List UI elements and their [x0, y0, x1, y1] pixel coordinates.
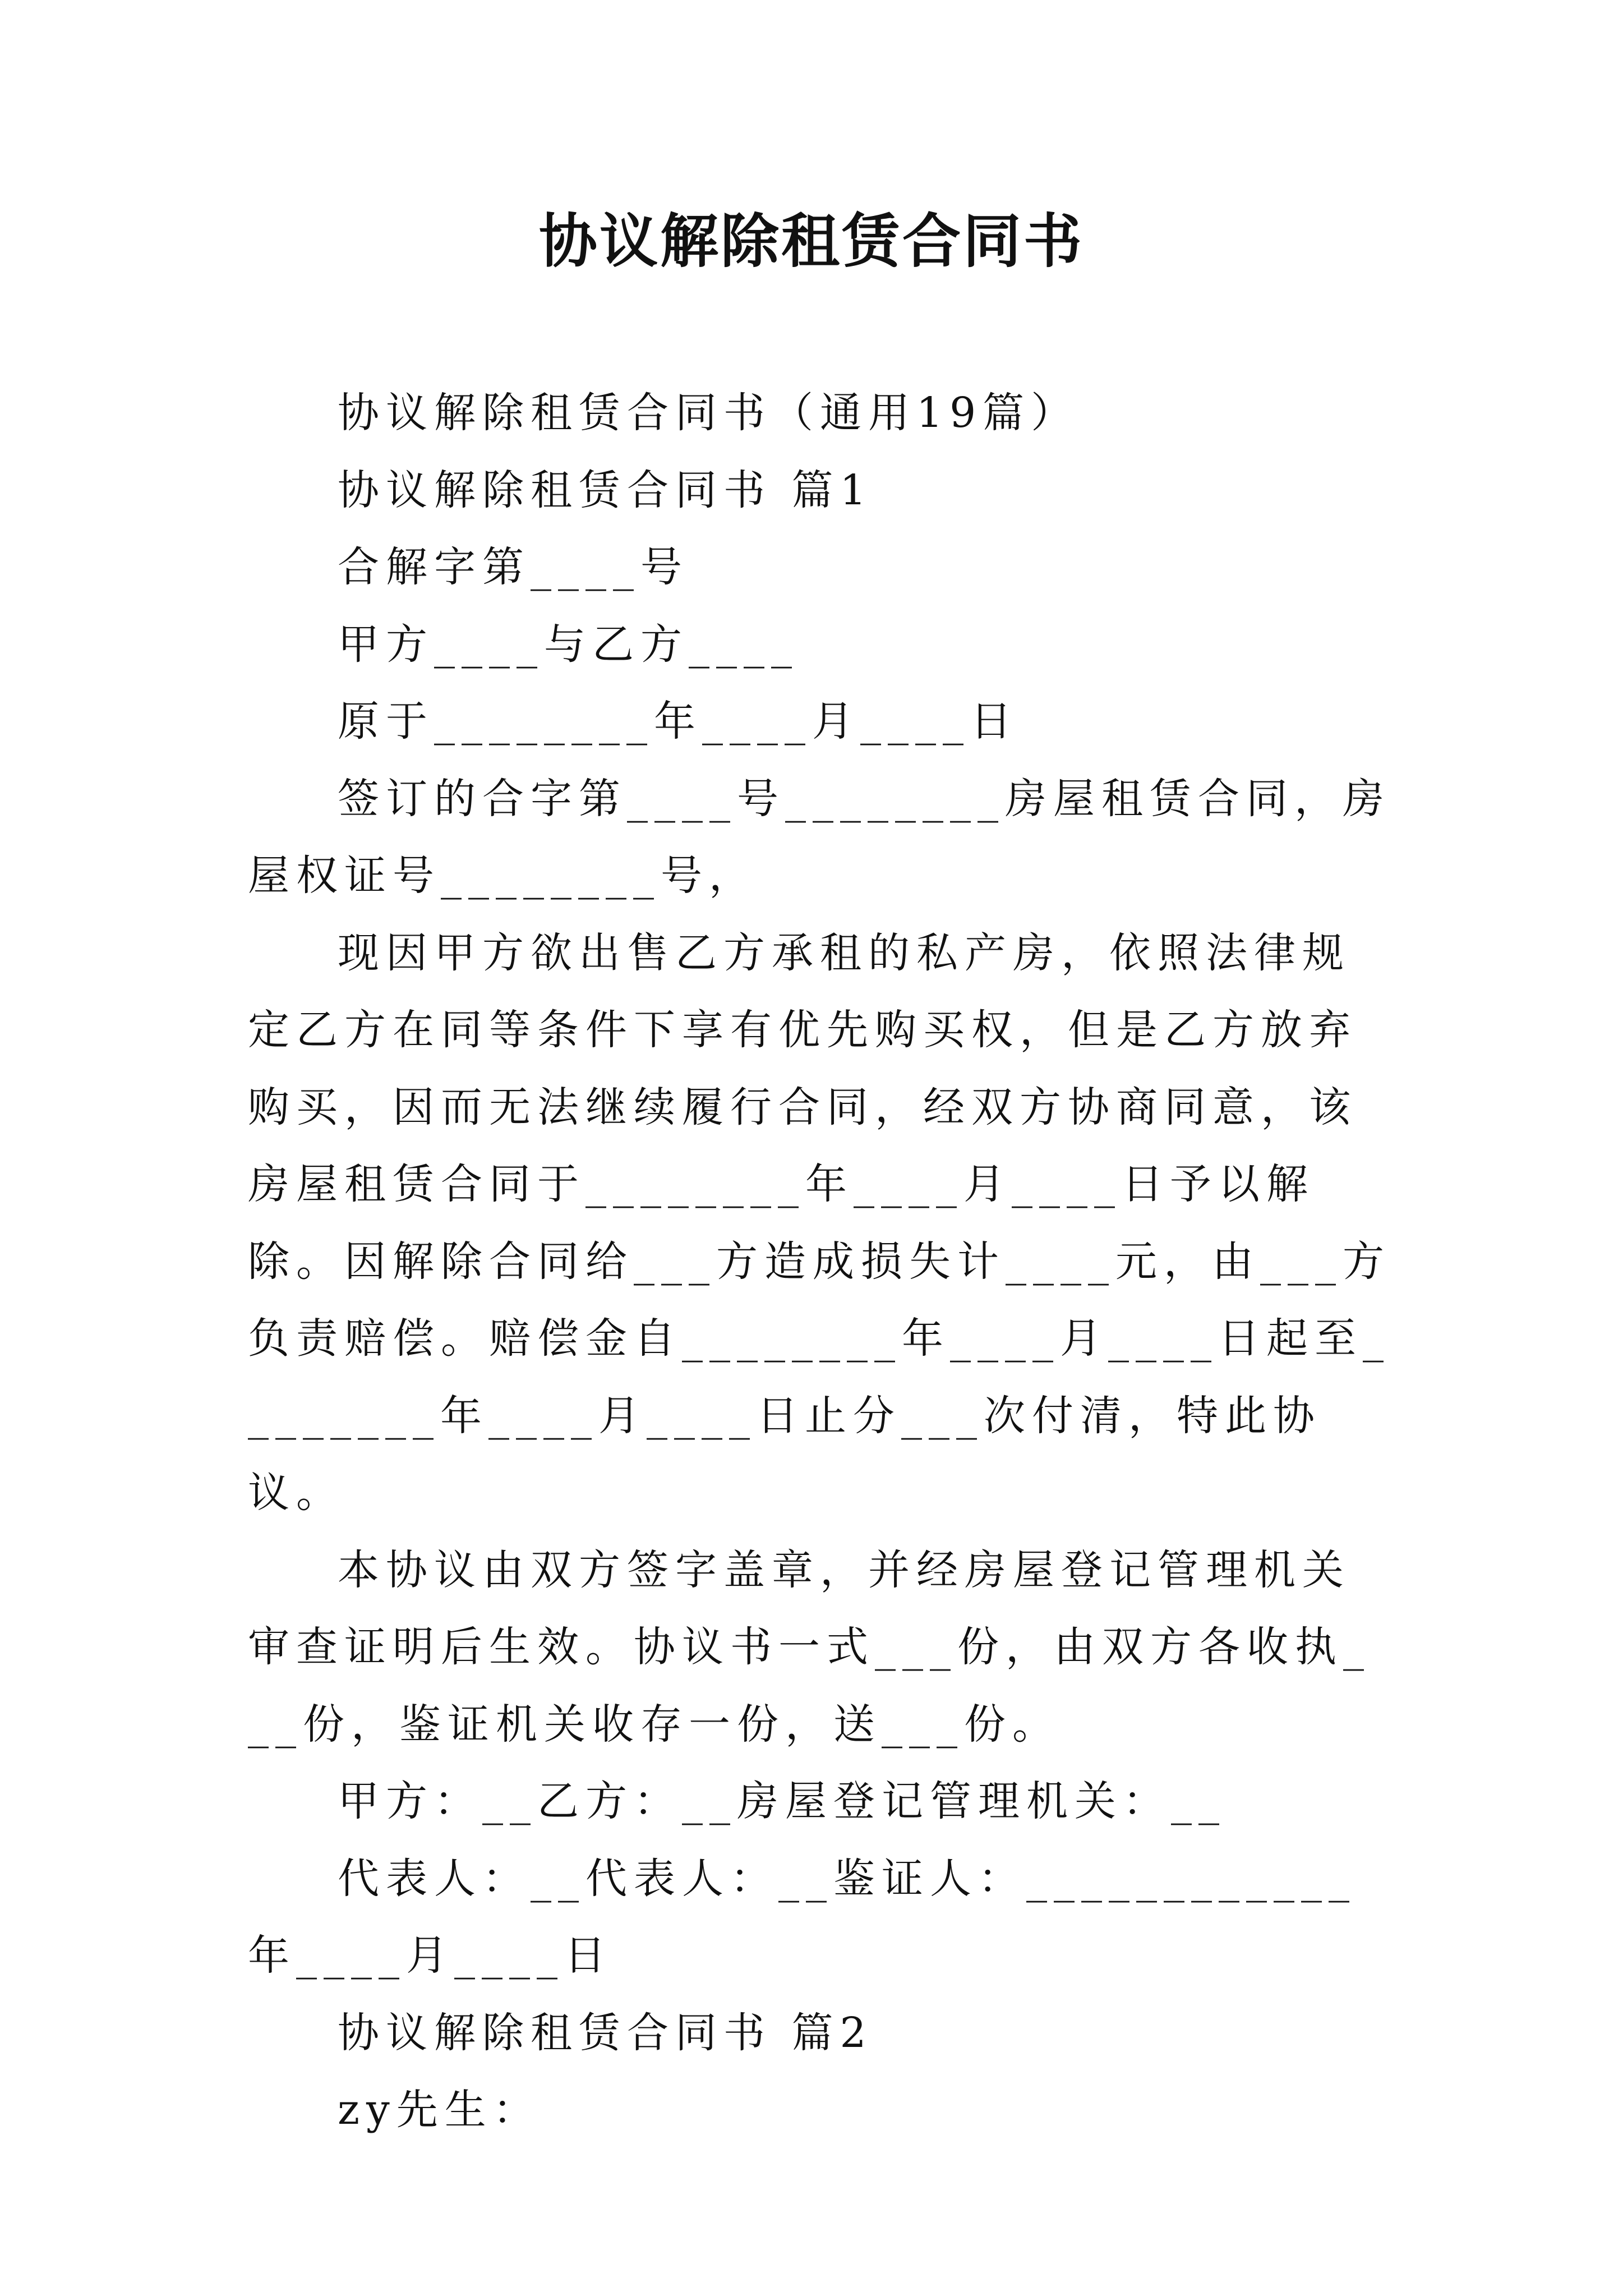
collection-heading: 协议解除租赁合同书（通用19篇） [338, 389, 1080, 437]
signature-parties-line: 甲方：__乙方：__房屋登记管理机关：__ [338, 1777, 1226, 1825]
termination-paragraph: 现因甲方欲出售乙方承租的私产房，依照法律规定乙方在同等条件下享有优先购买权，但是乙方放弃购买，因而无法继续履行合同，经双方协商同意，该房屋租赁合同于________年____月____日予以解除。因解除合同给___方造成损失计____元，由___方负责赔偿。赔偿金自________年____月____日起至________年____月____日止分___次付清，特此协议。 [248, 928, 1391, 1517]
section-heading-1: 协议解除租赁合同书 篇1 [338, 466, 873, 514]
document-title: 协议解除租赁合同书 [538, 206, 1084, 275]
section-heading-2: 协议解除租赁合同书 篇2 [338, 2008, 873, 2057]
original-date-line: 原于________年____月____日 [338, 697, 1018, 746]
representatives-line: 代表人：__代表人：__鉴证人：____________年____月____日 [248, 1854, 1356, 1980]
contract-number-line: 合解字第____号 [338, 543, 689, 591]
effectiveness-paragraph: 本协议由双方签字盖章，并经房屋登记管理机关审查证明后生效。协议书一式___份，由双方各收执___份，鉴证机关收存一份，送___份。 [248, 1545, 1371, 1749]
parties-line: 甲方____与乙方____ [338, 620, 799, 669]
salutation-line: zy先生： [338, 2086, 541, 2134]
document-body [248, 375, 1393, 2149]
signed-contract-paragraph: 签订的合字第____号________房屋租赁合同，房屋权证号________号， [248, 774, 1391, 900]
